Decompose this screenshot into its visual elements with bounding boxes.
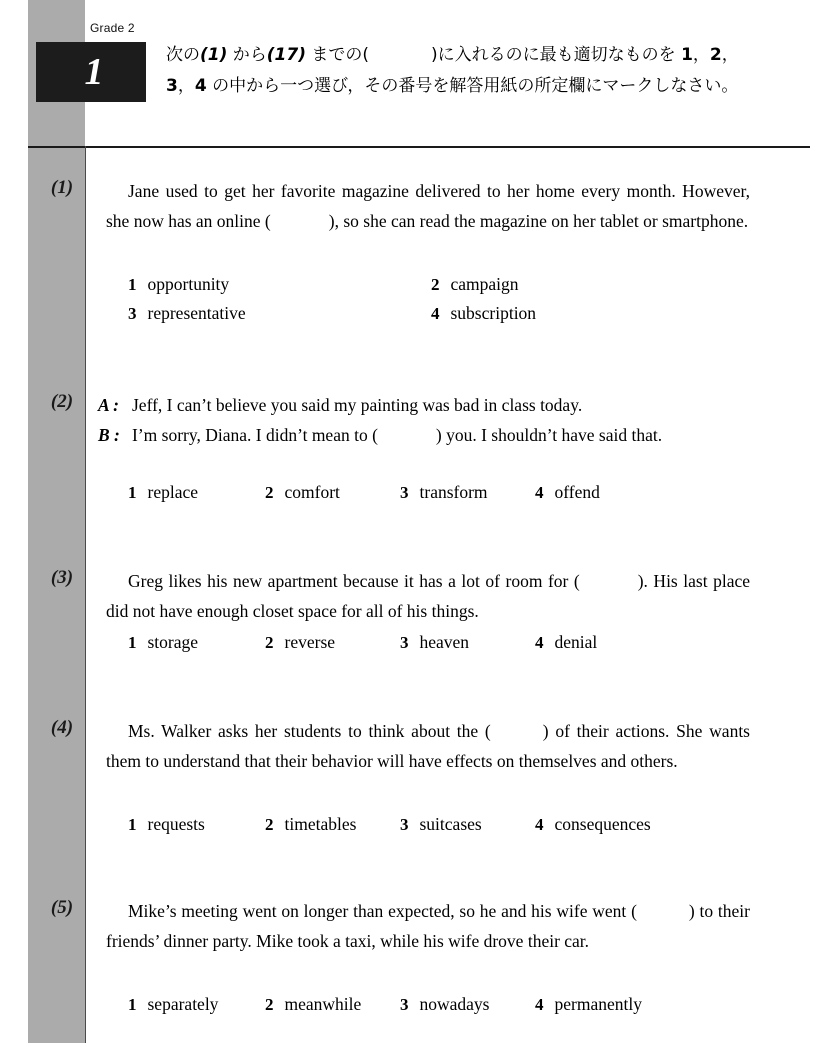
choice-label: requests bbox=[147, 814, 205, 834]
choice-number: 3 bbox=[400, 483, 409, 502]
question-4-choice-1[interactable] bbox=[128, 810, 205, 839]
question-2-body bbox=[98, 390, 750, 450]
choice-label: suitcases bbox=[419, 814, 482, 834]
question-1-choice-4[interactable] bbox=[431, 299, 536, 328]
question-4-choice-3[interactable] bbox=[400, 810, 482, 839]
question-5-choice-3[interactable] bbox=[400, 990, 489, 1019]
question-2-choice-1[interactable] bbox=[128, 478, 198, 507]
choice-number: 2 bbox=[265, 633, 274, 652]
choice-number: 3 bbox=[128, 304, 137, 323]
instruction-choice-1: 1 bbox=[681, 45, 693, 65]
choice-number: 1 bbox=[128, 483, 137, 502]
question-4-paragraph bbox=[106, 716, 750, 776]
speaker-label-b: B : bbox=[98, 425, 120, 445]
choice-number: 2 bbox=[265, 483, 274, 502]
question-5-choices bbox=[106, 990, 766, 1019]
question-3-body bbox=[106, 566, 750, 626]
question-3-choice-2[interactable] bbox=[265, 628, 335, 657]
choice-label: storage bbox=[147, 632, 199, 652]
question-3-choice-1[interactable] bbox=[128, 628, 198, 657]
page-margin-band bbox=[28, 0, 85, 1043]
choice-label: consequences bbox=[554, 814, 651, 834]
question-3-text-after: ). His last place did not have enough closet space for all of his things. bbox=[106, 571, 750, 621]
instruction-text-a: 次の bbox=[166, 45, 200, 65]
choice-label: transform bbox=[419, 482, 488, 502]
instruction-line-2 bbox=[166, 71, 810, 102]
choice-label: opportunity bbox=[147, 274, 230, 294]
instruction-choice-2: 2 bbox=[709, 45, 722, 65]
choice-label: replace bbox=[147, 482, 199, 502]
question-1-body bbox=[106, 176, 750, 236]
choice-number: 3 bbox=[400, 995, 409, 1014]
question-5-choice-1[interactable] bbox=[128, 990, 218, 1019]
choice-label: representative bbox=[147, 303, 246, 323]
question-4-number: (4) bbox=[50, 717, 74, 738]
question-2-choice-2[interactable] bbox=[265, 478, 340, 507]
choice-label: separately bbox=[147, 994, 219, 1014]
choice-label: permanently bbox=[554, 994, 642, 1014]
question-2-dialogue-line-b bbox=[98, 420, 750, 450]
question-1-choice-2[interactable] bbox=[431, 270, 519, 299]
question-3-text-before: Greg likes his new apartment because it has a lot of room for ( bbox=[128, 571, 580, 591]
question-5-text-before: Mike’s meeting went on longer than expected, so he and his wife went ( bbox=[128, 901, 637, 921]
question-5-choice-4[interactable] bbox=[535, 990, 642, 1019]
choice-number: 2 bbox=[265, 995, 274, 1014]
section-instruction bbox=[166, 40, 810, 102]
choice-row bbox=[106, 990, 766, 1019]
question-2-choices bbox=[106, 478, 766, 507]
choice-number: 1 bbox=[128, 995, 137, 1014]
question-2-choice-4[interactable] bbox=[535, 478, 600, 507]
question-1-text-after: ), so she can read the magazine on her tablet or smartphone. bbox=[328, 211, 749, 231]
instruction-sep-2: ， bbox=[721, 45, 739, 65]
choice-row bbox=[106, 628, 766, 657]
choice-number: 3 bbox=[400, 815, 409, 834]
choice-number: 3 bbox=[400, 633, 409, 652]
question-3-paragraph bbox=[106, 566, 750, 626]
question-3-choices bbox=[106, 628, 766, 657]
question-4-body bbox=[106, 716, 750, 776]
choice-number: 2 bbox=[431, 275, 440, 294]
question-2-choice-3[interactable] bbox=[400, 478, 488, 507]
choice-label: comfort bbox=[284, 482, 340, 502]
question-3-number: (3) bbox=[50, 567, 74, 588]
choice-number: 4 bbox=[535, 995, 544, 1014]
instruction-text-c: までの( bbox=[305, 45, 370, 65]
question-4-choices bbox=[106, 810, 766, 839]
choice-label: subscription bbox=[450, 303, 537, 323]
choice-row bbox=[106, 299, 766, 328]
question-3-choice-3[interactable] bbox=[400, 628, 469, 657]
instruction-choice-3: 3 bbox=[166, 76, 178, 96]
question-5-paragraph bbox=[106, 896, 750, 956]
choice-label: campaign bbox=[450, 274, 519, 294]
question-2-line-b-after: ) you. I shouldn’t have said that. bbox=[435, 425, 663, 445]
question-1-paragraph bbox=[106, 176, 750, 236]
question-4-text-before: Ms. Walker asks her students to think about the ( bbox=[128, 721, 491, 741]
question-1-choice-1[interactable] bbox=[128, 270, 229, 299]
question-2-line-b-before: I’m sorry, Diana. I didn’t mean to ( bbox=[132, 425, 378, 445]
instruction-line-1 bbox=[166, 40, 810, 71]
question-2-dialogue-line-a bbox=[98, 390, 750, 420]
question-2-number: (2) bbox=[50, 391, 74, 412]
instruction-sep-3: ， bbox=[177, 76, 195, 96]
question-1-choice-3[interactable] bbox=[128, 299, 246, 328]
choice-label: offend bbox=[554, 482, 600, 502]
choice-number: 1 bbox=[128, 633, 137, 652]
choice-label: nowadays bbox=[419, 994, 490, 1014]
header-divider-rule bbox=[28, 146, 810, 148]
choice-row bbox=[106, 810, 766, 839]
choice-label: reverse bbox=[284, 632, 336, 652]
question-4-choice-4[interactable] bbox=[535, 810, 651, 839]
instruction-range-start: (1) bbox=[200, 45, 228, 65]
question-1-number: (1) bbox=[50, 177, 74, 198]
choice-number: 1 bbox=[128, 275, 137, 294]
instruction-choice-4: 4 bbox=[194, 76, 207, 96]
choice-number: 4 bbox=[535, 633, 544, 652]
choice-number: 1 bbox=[128, 815, 137, 834]
choice-number: 4 bbox=[535, 815, 544, 834]
question-5-number: (5) bbox=[50, 897, 74, 918]
instruction-text-e: の中から一つ選び，その番号を解答用紙の所定欄にマークしなさい。 bbox=[206, 76, 739, 96]
instruction-text-d: )に入れるのに最も適切なものを bbox=[431, 45, 682, 65]
section-number: 1 bbox=[84, 51, 104, 93]
choice-number: 4 bbox=[535, 483, 544, 502]
question-1-text-before: Jane used to get her favorite magazine delivered to her home every month. However, she now has an online ( bbox=[106, 181, 750, 231]
choice-row bbox=[106, 478, 766, 507]
question-1-choices bbox=[106, 270, 766, 328]
choice-label: denial bbox=[554, 632, 598, 652]
question-4-text-after: ) of their actions. She wants them to understand that their behavior will have effects on themselves and others. bbox=[106, 721, 750, 771]
choice-label: meanwhile bbox=[284, 994, 362, 1014]
question-5-body bbox=[106, 896, 750, 956]
choice-label: heaven bbox=[419, 632, 470, 652]
grade-label: Grade 2 bbox=[90, 21, 135, 35]
instruction-sep-1: ， bbox=[692, 45, 710, 65]
question-5-text-after: ) to their friends’ dinner party. Mike took a taxi, while his wife drove their car. bbox=[106, 901, 750, 951]
section-number-box bbox=[36, 42, 146, 102]
question-4-choice-2[interactable] bbox=[265, 810, 356, 839]
choice-number: 4 bbox=[431, 304, 440, 323]
question-3-choice-4[interactable] bbox=[535, 628, 597, 657]
instruction-range-end: (17) bbox=[266, 45, 306, 65]
choice-row bbox=[106, 270, 766, 299]
instruction-text-b: から bbox=[227, 45, 267, 65]
question-2-line-a-text: Jeff, I can’t believe you said my painting was bad in class today. bbox=[132, 395, 583, 415]
choice-number: 2 bbox=[265, 815, 274, 834]
question-5-choice-2[interactable] bbox=[265, 990, 361, 1019]
speaker-label-a: A : bbox=[98, 395, 119, 415]
choice-label: timetables bbox=[284, 814, 357, 834]
